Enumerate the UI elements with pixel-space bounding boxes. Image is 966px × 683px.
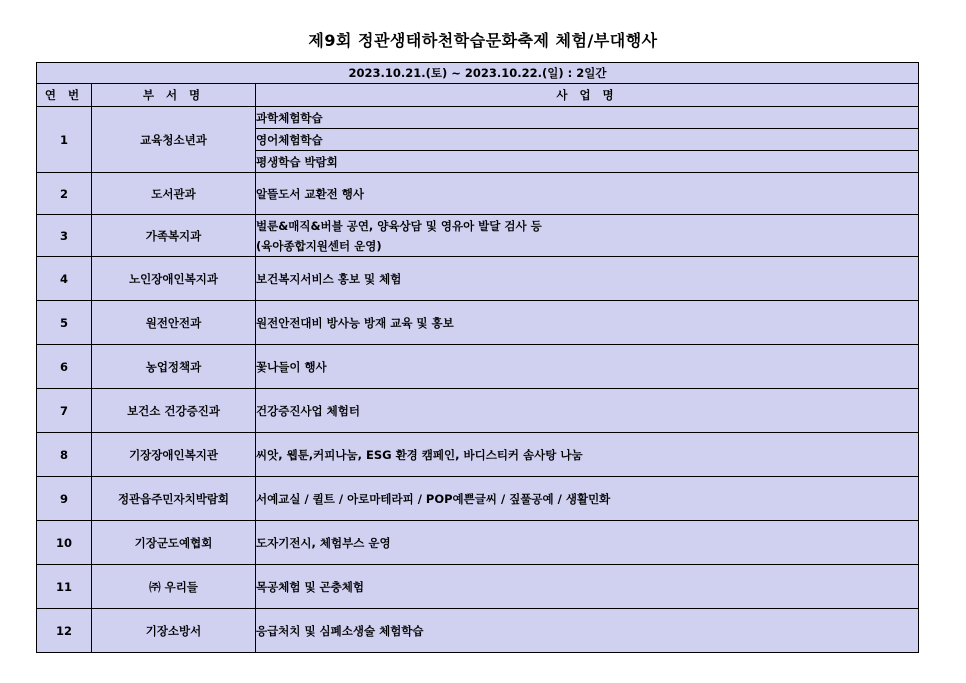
department: 농업정책과 — [92, 345, 256, 389]
program: 서예교실 / 퀼트 / 아로마테라피 / POP예쁜글씨 / 짚풀공예 / 생활민화 — [256, 477, 919, 521]
department: 노인장애인복지과 — [92, 257, 256, 301]
row-number: 6 — [37, 345, 92, 389]
department: 정관읍주민자치박람회 — [92, 477, 256, 521]
department: 기장소방서 — [92, 609, 256, 653]
department: 기장군도예협회 — [92, 521, 256, 565]
header-row — [37, 84, 919, 107]
department: 원전안전과 — [92, 301, 256, 345]
table-row — [37, 565, 919, 609]
table-row — [37, 107, 919, 129]
row-number: 7 — [37, 389, 92, 433]
row-number: 11 — [37, 565, 92, 609]
program: 평생학습 박람회 — [256, 151, 919, 173]
department: 도서관과 — [92, 173, 256, 215]
program — [256, 215, 919, 257]
department: 가족복지과 — [92, 215, 256, 257]
row-number: 2 — [37, 173, 92, 215]
program: 원전안전대비 방사능 방재 교육 및 홍보 — [256, 301, 919, 345]
department: 교육청소년과 — [92, 107, 256, 173]
table-row — [37, 173, 919, 215]
table-row — [37, 609, 919, 653]
header-dept: 부 서 명 — [92, 84, 256, 107]
table-row — [37, 521, 919, 565]
program: 건강증진사업 체험터 — [256, 389, 919, 433]
date-range-row — [37, 63, 919, 84]
program: 과학체험학습 — [256, 107, 919, 129]
program: 도자기전시, 체험부스 운영 — [256, 521, 919, 565]
row-number: 4 — [37, 257, 92, 301]
header-no: 연 번 — [37, 84, 92, 107]
table-row — [37, 257, 919, 301]
row-number: 12 — [37, 609, 92, 653]
table-row — [37, 477, 919, 521]
program: 목공체험 및 곤충체험 — [256, 565, 919, 609]
program: 보건복지서비스 홍보 및 체험 — [256, 257, 919, 301]
row-number: 5 — [37, 301, 92, 345]
row-number: 8 — [37, 433, 92, 477]
header-program: 사 업 명 — [256, 84, 919, 107]
table-row — [37, 215, 919, 257]
table-row — [37, 433, 919, 477]
row-number: 3 — [37, 215, 92, 257]
program: 알뜰도서 교환전 행사 — [256, 173, 919, 215]
row-number: 1 — [37, 107, 92, 173]
department: 보건소 건강증진과 — [92, 389, 256, 433]
page-title: 제9회 정관생태하천학습문화축제 체험/부대행사 — [308, 31, 658, 50]
table-row — [37, 389, 919, 433]
department: ㈜ 우리들 — [92, 565, 256, 609]
department: 기장장애인복지관 — [92, 433, 256, 477]
table-row — [37, 301, 919, 345]
date-range: 2023.10.21.(토) ~ 2023.10.22.(일) : 2일간 — [37, 63, 919, 84]
program: 씨앗, 웹툰,커피나눔, ESG 환경 캠페인, 바디스티커 솜사탕 나눔 — [256, 433, 919, 477]
program: 영어체험학습 — [256, 129, 919, 151]
program: 응급처치 및 심폐소생술 체험학습 — [256, 609, 919, 653]
row-number: 9 — [37, 477, 92, 521]
program-line: 벌룬&매직&버블 공연, 양육상담 및 영유아 발달 검사 등 — [256, 218, 542, 233]
table-row — [37, 345, 919, 389]
program-line: (육아종합지원센터 운영) — [256, 238, 382, 253]
schedule-table — [36, 62, 919, 653]
row-number: 10 — [37, 521, 92, 565]
program: 꽃나들이 행사 — [256, 345, 919, 389]
